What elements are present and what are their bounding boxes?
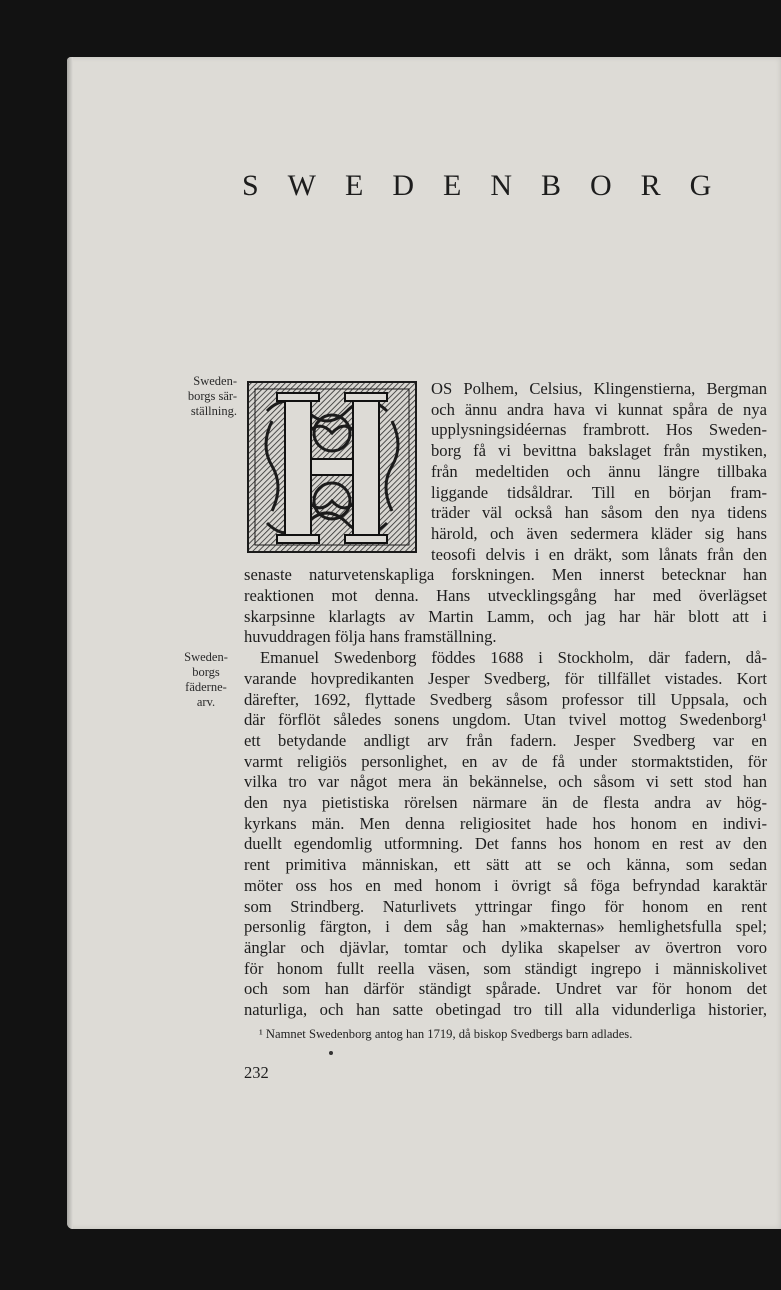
text-line: liggande tidsåldrar. Till en början fram- <box>431 482 767 502</box>
text-line: där förflöt således sonens ungdom. Utan tvivel mottog Swedenborg¹ <box>244 710 767 730</box>
text-line: personlig färgton, i dem såg han »makternas» hemlighetsfulla spel; <box>244 917 767 937</box>
text-line: OS Polhem, Celsius, Klingenstierna, Bergman <box>431 379 767 398</box>
text-line: den nya pietistiska rörelsen närmare än de flesta andra av hög- <box>244 793 767 813</box>
text-line: som Strindberg. Naturlivets yttringar fingo för honom en rent <box>244 896 767 916</box>
printer-dot <box>329 1051 333 1055</box>
text-line: teosofi delvis i en dräkt, som lånats från den <box>431 544 767 564</box>
margin-note-sarstallning <box>163 374 237 419</box>
page-number: 232 <box>244 1063 269 1082</box>
text-line: ett betydande andligt arv från fadern. Jesper Svedberg var en <box>244 730 767 750</box>
margin-note-text: Sweden- borgs sär- ställning. <box>187 374 237 418</box>
footnote: ¹ Namnet Swedenborg antog han 1719, då biskop Svedbergs barn adlades. <box>259 1027 633 1041</box>
text-line: naturliga, och han satte obetingad tro till alla vidunderliga historier, <box>244 1000 767 1020</box>
text-line: från medeltiden och ännu längre tillbaka <box>431 461 767 481</box>
text-line: duellt egendomlig utformning. Det fanns hos honom en rest av den <box>244 834 767 854</box>
margin-note-faderne-arv <box>171 650 241 710</box>
text-line: kyrkans män. Men denna religiositet hade hos honom en indivi- <box>244 813 767 833</box>
text-line: rent primitiva människan, ett sätt att se och känna, som sedan <box>244 855 767 875</box>
text-line: och ännu andra hava vi kunnat spåra de nya <box>431 399 767 419</box>
text-line: möter oss hos en med honom i övrigt så föga befryndad karaktär <box>244 875 767 895</box>
text-line: varande hovpredikanten Jesper Svedberg, för tillfället vistades. Kort <box>244 668 767 688</box>
text-line: upplysningsidéernas frambrott. Hos Sweden- <box>431 420 767 440</box>
text-line: reaktionen mot denna. Hans utvecklingsgång har med överlägset <box>244 586 767 606</box>
text-line: vilka tro var något mera än bekännelse, och såsom vi sett stod han <box>244 772 767 792</box>
text-line: därefter, 1692, flyttade Svedberg såsom professor till Uppsala, och <box>244 689 767 709</box>
book-page <box>67 57 781 1229</box>
text-line: huvuddragen följa hans framställning. <box>244 627 497 647</box>
text-line: träder väl också han såsom den nya tidens <box>431 503 767 523</box>
text-line: senaste naturvetenskapliga forskningen. Men innerst betecknar han <box>244 565 767 585</box>
text-line: varmt religiös personlighet, en av de få under stormaktstiden, för <box>244 751 767 771</box>
text-line: änglar och djävlar, tomtar och dylika skapelser av övertron voro <box>244 937 767 957</box>
text-line: Emanuel Swedenborg föddes 1688 i Stockholm, där fadern, då- <box>260 648 767 668</box>
body-text <box>244 379 767 1021</box>
text-line: borg få vi bevittna bakslaget från mystiken, <box>431 441 767 461</box>
page-edge-shadow <box>67 57 73 1229</box>
text-line: skarpsinne klarlagts av Martin Lamm, och jag har här blott att i <box>244 606 767 626</box>
text-line: och som han därför ständigt spårade. Undret var för honom det <box>244 979 767 999</box>
text-line: för honom fullt reella väsen, som ständigt ingrepo i människolivet <box>244 958 767 978</box>
margin-note-text: Sweden- borgs fäderne- arv. <box>184 650 228 709</box>
text-line: härold, och även sedermera kläder sig hans <box>431 523 767 543</box>
running-head: SWEDENBORG <box>242 169 741 202</box>
